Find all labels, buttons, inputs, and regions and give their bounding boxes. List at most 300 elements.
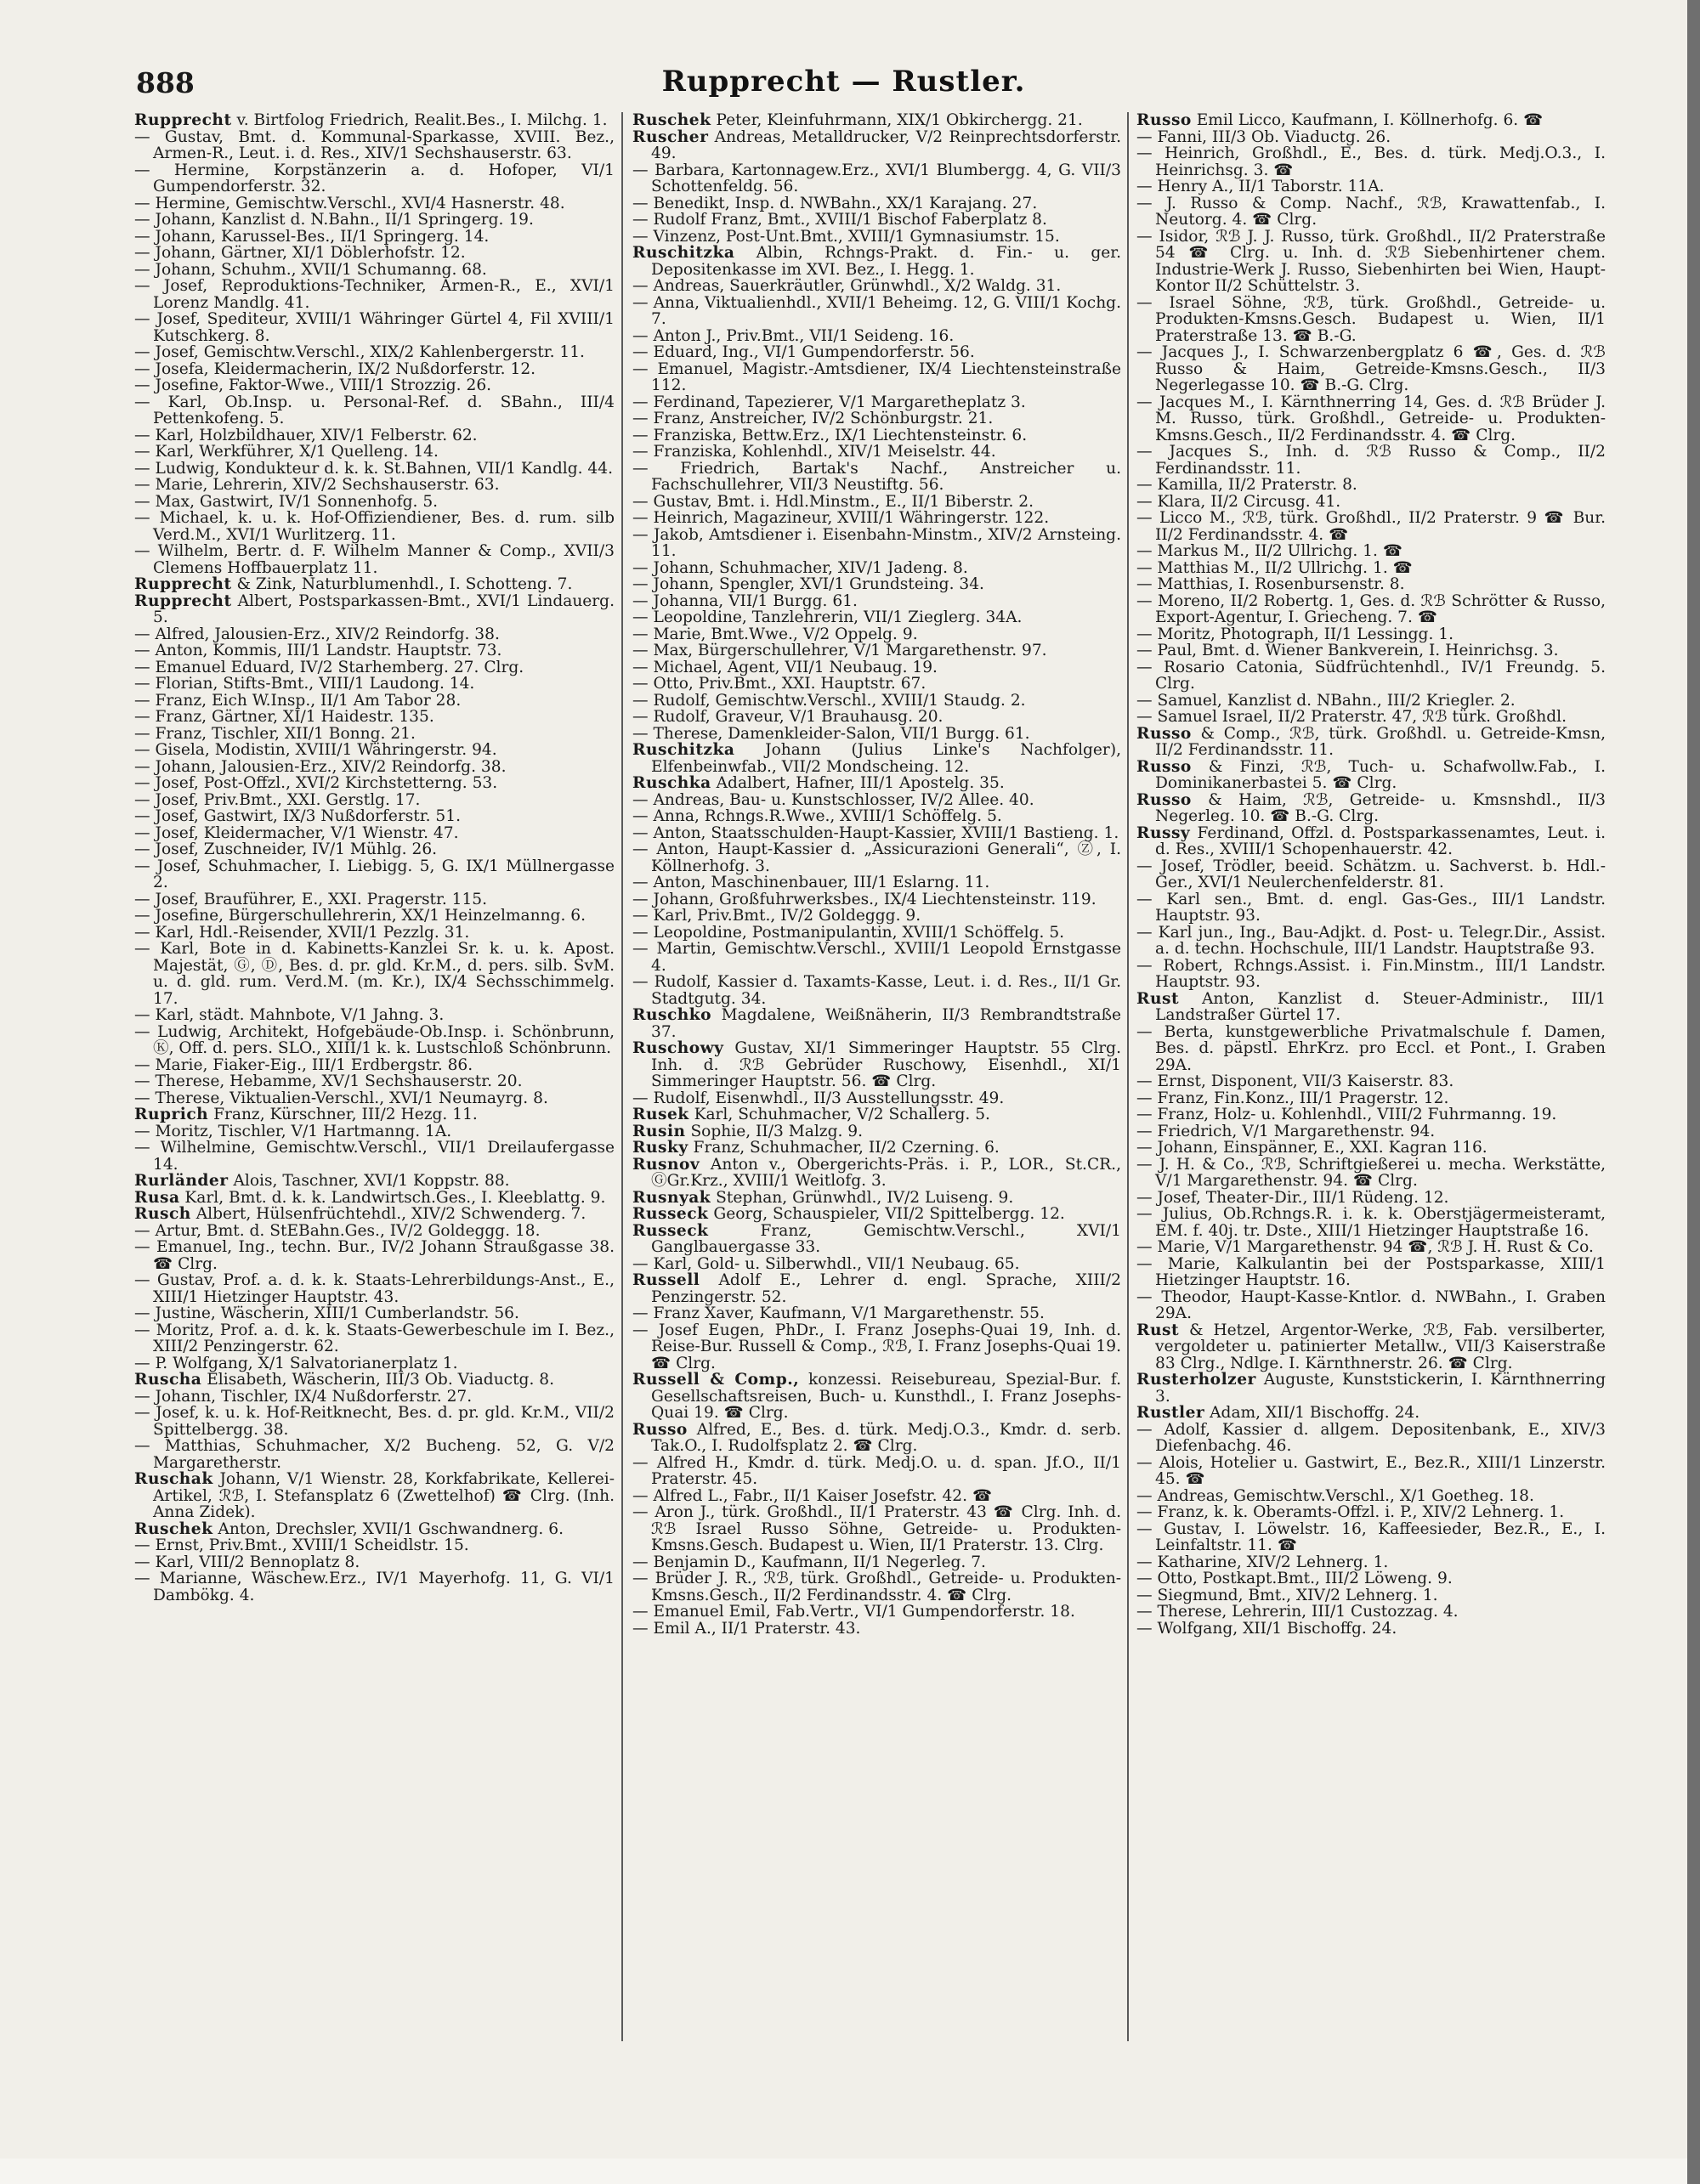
entry-surname: Russo [1136,111,1192,129]
directory-entry [632,1007,1121,1040]
directory-entry [1136,626,1606,643]
directory-entry [134,427,615,444]
directory-entry [134,444,615,461]
entry-text: — Andreas, Bau- u. Kunstschlosser, IV/2 Allee. 40. [632,790,1034,809]
directory-entry [1136,1488,1606,1505]
directory-entry [134,1570,615,1604]
entry-text: — Matthias, I. Rosenbursenstr. 8. [1136,575,1405,593]
entry-text: — Theodor, Haupt-Kasse-Kntlor. d. NWBahn., I. Graben 29A. [1136,1287,1606,1322]
directory-entry [134,775,615,792]
directory-entry [134,311,615,344]
directory-entry [1136,1604,1606,1621]
entry-text: — Rudolf Franz, Bmt., XVIII/1 Bischof Faberplatz 8. [632,211,1047,229]
directory-entry [632,891,1121,908]
entry-text: — Klara, II/2 Circusg. 41. [1136,492,1341,511]
directory-entry [134,1537,615,1554]
entry-text: — Marie, Lehrerin, XIV/2 Sechshauserstr. 63. [134,476,500,494]
entry-surname: Ruschak [134,1470,213,1488]
entry-text: — Franz Xaver, Kaufmann, V/1 Margarethenstr. 55. [632,1304,1045,1322]
directory-entry [134,941,615,1007]
entry-surname: Russell & Comp., [632,1371,800,1389]
entry-text: — Barbara, Kartonnagew.Erz., XVI/1 Blumbergg. 4, G. VII/3 Schottenfeldg. 56. [632,161,1121,195]
directory-entry [1136,659,1606,693]
entry-text: — Karl, Ob.Insp. u. Personal-Ref. d. SBahn., III/4 Pettenkofeng. 5. [134,393,615,427]
entry-text: Alfred, E., Bes. d. türk. Medj.O.3., Kmdr. d. serb. Tak.O., I. Rudolfsplatz 2. ☎ Clrg. [651,1420,1121,1455]
entry-text: — Alois, Hotelier u. Gastwirt, E., Bez.R., XIII/1 Linzerstr. 45. ☎ [1136,1453,1606,1488]
entry-text: — Anna, Viktualienhdl., XVII/1 Beheimg. 12, G. VIII/1 Kochg. 7. [632,293,1121,328]
entry-text: Franz, Schuhmacher, II/2 Czerning. 6. [688,1139,1000,1157]
entry-text: — Johann, Schuhm., XVII/1 Schumanng. 68. [134,260,487,279]
directory-entry [1136,1455,1606,1488]
entry-text: Georg, Schauspieler, VII/2 Spittelbergg. 12. [708,1205,1065,1223]
entry-text: — Siegmund, Bmt., XIV/2 Lehnerg. 1. [1136,1586,1438,1604]
entry-text: — Adolf, Kassier d. allgem. Depositenbank, E., XIV/3 Diefenbachg. 46. [1136,1420,1606,1455]
directory-entry [134,1272,615,1305]
directory-entry [1136,925,1606,958]
entry-text: — Friedrich, Bartak's Nachf., Anstreicher u. Fachschullehrer, VII/3 Neustiftg. 56. [632,459,1121,494]
directory-entry [134,1223,615,1240]
directory-entry [632,1488,1121,1505]
directory-entry [632,1206,1121,1223]
directory-entry [134,1057,615,1074]
entry-text: — Jacques M., I. Kärnthnerring 14, Ges. d. ℛℬ Brüder J. M. Russo, türk. Großhdl., Getreide- u. Produkten-Kmsns.Gesch., II/2 Ferdinandsstr. 4. ☎ Clrg. [1136,393,1606,444]
entry-surname: Rust [1136,1321,1180,1339]
directory-entry [1136,1372,1606,1405]
entry-text: — Justine, Wäscherin, XIII/1 Cumberlandstr. 56. [134,1304,519,1322]
entry-text: — Michael, k. u. k. Hof-Offiziendiener, Bes. d. rum. silb Verd.M., XVI/1 Wurlitzerg. 11. [134,509,615,544]
entry-text: — Emanuel Eduard, IV/2 Starhemberg. 27. Clrg. [134,658,524,676]
entry-text: Franz, Kürschner, III/2 Hezg. 11. [208,1106,478,1123]
directory-entry [1136,494,1606,511]
entry-text: konzessi. Reisebureau, Spezial-Bur. f. Gesellschaftsreisen, Buch- u. Kunsthdl., I. Franz Josephs-Quai 19. ☎ Clrg. [651,1371,1121,1422]
directory-entry [1136,1106,1606,1123]
directory-entry [1136,1157,1606,1190]
directory-entry [134,1239,615,1272]
entry-text: — Emil A., II/1 Praterstr. 43. [632,1619,861,1638]
entry-text: — Franz, Anstreicher, IV/2 Schönburgstr. 21. [632,410,994,427]
directory-entry [1136,129,1606,146]
entry-text: — Anna, Rchngs.R.Wwe., XVIII/1 Schöffelg. 5. [632,807,1002,825]
directory-entry [134,792,615,809]
directory-entry [134,925,615,942]
directory-entry [1136,759,1606,792]
entry-text: — Josef, Schuhmacher, I. Liebigg. 5, G. IX/1 Müllnergasse 2. [134,857,615,891]
directory-entry [134,394,615,427]
entry-text: Albert, Postsparkassen-Bmt., XVI/1 Lindauerg. 5. [153,591,615,626]
entry-text: — Gisela, Modistin, XVIII/1 Währingerstr. 94. [134,741,497,759]
directory-entry [632,1570,1121,1604]
entry-text: — Karl, Holzbildhauer, XIV/1 Felberstr. 62. [134,426,478,444]
entry-text: Peter, Kleinfuhrmann, XIX/1 Obkirchergg. 21. [711,111,1083,129]
entry-surname: Ruschek [632,111,711,129]
directory-entry [1136,642,1606,659]
entry-text: — Anton, Haupt-Kassier d. „Assicurazioni Generali“, Ⓩ, I. Köllnerhofg. 3. [632,840,1121,875]
directory-entry [1136,792,1606,825]
directory-entry [632,361,1121,394]
directory-entry [632,162,1121,195]
entry-text: — Kamilla, II/2 Praterstr. 8. [1136,476,1357,494]
entry-text: — Jacques S., Inh. d. ℛℬ Russo & Comp., II/2 Ferdinandsstr. 11. [1136,443,1606,478]
directory-entry [632,1604,1121,1621]
entry-surname: Rusky [632,1139,688,1157]
entry-text: — Katharine, XIV/2 Lehnerg. 1. [1136,1553,1389,1571]
entry-text: — Johann, Einspänner, E., XXI. Kagran 116. [1136,1139,1488,1157]
directory-entry [134,1173,615,1190]
entry-text: — Rudolf, Graveur, V/1 Brauhausg. 20. [632,708,944,726]
entry-text: — Johann, Tischler, IX/4 Nußdorferstr. 27. [134,1387,473,1406]
directory-entry [134,1123,615,1140]
entry-surname: Ruscher [632,127,709,146]
directory-entry [134,1024,615,1057]
directory-entry [632,1504,1121,1554]
entry-text: — Franziska, Bettw.Erz., IX/1 Liechtensteinstr. 6. [632,426,1028,444]
directory-entry [1136,991,1606,1024]
entry-text: Auguste, Kunststickerin, I. Kärnthnerring 3. [1155,1371,1606,1406]
directory-entry [134,642,615,659]
entry-text: — Karl sen., Bmt. d. engl. Gas-Ges., III/1 Landstr. Hauptstr. 93. [1136,890,1606,925]
entry-text: — Andreas, Gemischtw.Verschl., X/1 Goetheg. 18. [1136,1486,1534,1505]
directory-entry [632,676,1121,693]
directory-entry [1136,444,1606,477]
entry-text: Johann (Julius Linke's Nachfolger), Elfenbeinwfab., VII/2 Mondscheing. 12. [651,741,1121,776]
entry-text: Adam, XII/1 Bischoffg. 24. [1204,1404,1420,1422]
entry-text: — Anton J., Priv.Bmt., VII/1 Seideng. 16. [632,326,955,345]
directory-entry [1136,958,1606,991]
entry-text: — Karl, Gold- u. Silberwhdl., VII/1 Neubaug. 65. [632,1254,1020,1273]
entry-text: — Licco M., ℛℬ, türk. Großhdl., II/2 Praterstr. 9 ☎ Bur. II/2 Ferdinandsstr. 4. ☎ [1136,509,1606,544]
directory-entry [632,527,1121,560]
entry-text: Magdalene, Weißnäherin, II/3 Rembrandtstraße 37. [651,1006,1121,1041]
entry-surname: Rupprecht [134,591,232,610]
entry-text: — Gustav, Bmt. i. Hdl.Minstm., E., II/1 Biberstr. 2. [632,492,1034,511]
entry-text: — Emanuel, Ing., techn. Bur., IV/2 Johann Straußgasse 38. ☎ Clrg. [134,1238,615,1273]
entry-text: — Johann, Kanzlist d. N.Bahn., II/1 Springerg. 19. [134,211,534,229]
directory-entry [1136,1206,1606,1239]
entry-surname: Rurländer [134,1172,229,1190]
directory-entry [134,1521,615,1538]
directory-entry [134,858,615,891]
entry-text: — Gustav, Prof. a. d. k. k. Staats-Lehrerbildungs-Anst., E., XIII/1 Hietzinger Hauptstr. 43. [134,1271,615,1306]
entry-text: — Marie, V/1 Margarethenstr. 94 ☎, ℛℬ J. H. Rust & Co. [1136,1238,1594,1256]
entry-text: Elisabeth, Wäscherin, III/3 Ob. Viaductg. 8. [201,1371,555,1389]
entry-text: — Rudolf, Eisenwhdl., II/3 Ausstellungsstr. 49. [632,1089,1005,1107]
directory-entry [1136,693,1606,710]
entry-text: & Finzi, ℛℬ, Tuch- u. Schafwollw.Fab., I. Dominikanerbastei 5. ☎ Clrg. [1155,757,1606,792]
directory-entry [134,510,615,543]
entry-text: — Vinzenz, Post-Unt.Bmt., XVIII/1 Gymnasiumstr. 15. [632,227,1060,246]
directory-entry [134,262,615,279]
directory-entry [134,576,615,593]
directory-entry [632,1190,1121,1207]
entry-text: — Franziska, Kohlenhdl., XIV/1 Meiselstr. 44. [632,443,996,461]
entry-surname: Rusnyak [632,1188,711,1207]
directory-entry [632,195,1121,212]
entry-text: — Samuel Israel, II/2 Praterstr. 47, ℛℬ türk. Großhdl. [1136,708,1567,726]
entry-text: — Anton, Staatsschulden-Haupt-Kassier, XVIII/1 Bastieng. 1. [632,823,1119,842]
directory-entry [1136,1504,1606,1521]
entry-text: — Benjamin D., Kaufmann, II/1 Negerleg. 7. [632,1553,986,1571]
entry-text: — Henry A., II/1 Taborstr. 11A. [1136,178,1385,195]
directory-entry [632,1422,1121,1455]
directory-entry [1136,825,1606,858]
directory-entry [632,461,1121,494]
entry-text: — Karl, Hdl.-Reisender, XVII/1 Pezzlg. 31. [134,923,470,942]
directory-entry [632,874,1121,891]
directory-entry [632,808,1121,825]
entry-surname: Ruschko [632,1006,712,1024]
entry-text: v. Birtfolog Friedrich, Realit.Bes., I. Milchg. 1. [231,111,608,129]
entry-text: — Karl, Bote in d. Kabinetts-Kanzlei Sr. k. u. k. Apost. Majestät, Ⓖ, Ⓓ, Bes. d. pr. gld. Kr.M., d. pers. silb. SvM. u. d. gld. rum. Verd.M. (m. Kr.), IX/4 Sechsschimmelg. 17. [134,940,615,1008]
directory-entry [1136,1554,1606,1571]
directory-entry [632,726,1121,743]
directory-entry [134,1438,615,1471]
entry-surname: Rupprecht [134,575,232,593]
entry-text: — Isidor, ℛℬ J. J. Russo, türk. Großhdl., II/2 Praterstraße 54 ☎ Clrg. u. Inh. d. ℛℬ Siebenhirtener chem. Industrie-Werk J. Russo, Siebenhirten bei Wien, Haupt-Kontor II/2 Schüttelstr. 3. [1136,227,1606,295]
directory-entry [134,1305,615,1322]
directory-entry [632,1621,1121,1638]
entry-surname: Rupprecht [134,111,232,129]
entry-text: & Comp., ℛℬ, türk. Großhdl. u. Getreide-Kmsn, II/2 Ferdinandsstr. 11. [1155,724,1606,759]
entry-text: — Paul, Bmt. d. Wiener Bankverein, I. Heinrichsg. 3. [1136,642,1559,659]
directory-entry [1136,1570,1606,1587]
directory-entry [632,394,1121,411]
directory-entry [1136,1140,1606,1157]
entry-text: — Josefine, Faktor-Wwe., VIII/1 Strozzig. 26. [134,376,492,394]
column-1 [134,112,615,1604]
entry-surname: Russeck [632,1205,709,1223]
directory-entry [134,593,615,626]
directory-entry [1136,709,1606,726]
directory-entry [632,560,1121,577]
entry-text: & Zink, Naturblumenhdl., I. Schotteng. 7. [231,575,573,593]
entry-text: — Otto, Postkapt.Bmt., III/2 Löweng. 9. [1136,1570,1453,1587]
directory-entry [134,195,615,212]
entry-text: — Marie, Bmt.Wwe., V/2 Oppelg. 9. [632,625,918,643]
column-2 [632,112,1121,1637]
entry-text: — Ernst, Disponent, VII/3 Kaiserstr. 83. [1136,1072,1454,1090]
entry-text: — Franz, Eich W.Insp., II/1 Am Tabor 28. [134,691,462,710]
entry-text: — Marianne, Wäschew.Erz., IV/1 Mayerhofg. 11, G. VI/1 Dambökg. 4. [134,1570,615,1604]
entry-text: Gustav, XI/1 Simmeringer Hauptstr. 55 Clrg. Inh. d. ℛℬ Gebrüder Ruschowy, Eisenhdl., XI/1 Simmeringer Hauptstr. 56. ☎ Clrg. [651,1039,1121,1090]
directory-entry [1136,510,1606,543]
directory-entry [134,659,615,676]
directory-entry [632,129,1121,162]
entry-surname: Rusin [632,1122,686,1140]
directory-entry [134,1007,615,1024]
entry-text: Albert, Hülsenfrüchtehdl., XIV/2 Schwenderg. 7. [190,1205,586,1223]
directory-entry [632,278,1121,295]
directory-entry [134,825,615,842]
directory-entry [134,212,615,229]
directory-entry [134,477,615,494]
directory-entry [632,1256,1121,1273]
directory-entry [1136,1256,1606,1289]
entry-text: — Robert, Rchngs.Assist. i. Fin.Minstm., III/1 Landstr. Hauptstr. 93. [1136,956,1606,991]
entry-text: — Karl jun., Ing., Bau-Adjkt. d. Post- u. Telegr.Dir., Assist. a. d. techn. Hochschule, III/1 Landstr. Hauptstraße 93. [1136,923,1606,958]
directory-entry [632,1157,1121,1190]
entry-text: — Andreas, Sauerkräutler, Grünwhdl., X/2 Waldg. 31. [632,277,1062,295]
directory-entry [134,377,615,394]
entry-text: — Alfred H., Kmdr. d. türk. Medj.O. u. d. span. Jf.O., II/1 Praterstr. 45. [632,1453,1121,1488]
directory-entry [1136,543,1606,560]
entry-text: — Wilhelm, Bertr. d. F. Wilhelm Manner & Comp., XVII/3 Clemens Hoffbauerplatz 11. [134,542,615,577]
directory-entry [1136,1521,1606,1554]
directory-entry [1136,1322,1606,1372]
entry-text: — Friedrich, V/1 Margarethenstr. 94. [1136,1122,1436,1140]
entry-text: — Hermine, Gemischtw.Verschl., XVI/4 Hasnerstr. 48. [134,194,565,212]
entry-text: — Wilhelmine, Gemischtw.Verschl., VII/1 Dreilaufergasse 14. [134,1139,615,1174]
directory-entry [632,494,1121,511]
entry-text: — Michael, Agent, VII/1 Neubaug. 19. [632,658,938,676]
directory-entry [134,908,615,925]
entry-text: — Max, Gastwirt, IV/1 Sonnenhofg. 5. [134,492,439,511]
entry-text: — Moritz, Photograph, II/1 Lessingg. 1. [1136,625,1454,643]
entry-text: Anton v., Obergerichts-Präs. i. P., LOR., St.CR., ⒼGr.Krz., XVIII/1 Weitlofg. 3. [651,1155,1121,1190]
entry-text: — Hermine, Korpstänzerin a. d. Hofoper, VI/1 Gumpendorferstr. 32. [134,161,615,195]
entry-text: — Gustav, Bmt. d. Kommunal-Sparkasse, XVIII. Bez., Armen-R., Leut. i. d. Res., XIV/1 Sechshauserstr. 63. [134,127,615,162]
entry-text: — Josef, Zuschneider, IV/1 Mühlg. 26. [134,840,438,858]
entry-text: — Moritz, Prof. a. d. k. k. Staats-Gewerbeschule im I. Bez., XIII/2 Penzingerstr. 62. [134,1321,615,1355]
directory-entry [134,1389,615,1406]
entry-surname: Russo [1136,757,1192,776]
entry-text: Adolf E., Lehrer d. engl. Sprache, XIII/2 Penzingerstr. 52. [651,1271,1121,1306]
entry-text: — Brüder J. R., ℛℬ, türk. Großhdl., Getreide- u. Produkten-Kmsns.Gesch., II/2 Ferdinandsstr. 4. ☎ Clrg. [632,1570,1121,1604]
entry-surname: Ruschka [632,774,711,792]
directory-entry [1136,726,1606,759]
directory-entry [134,245,615,262]
directory-entry [134,1073,615,1090]
entry-text: Adalbert, Hafner, III/1 Apostelg. 35. [711,774,1005,792]
entry-text: — Josef, Theater-Dir., III/1 Rüdeng. 12. [1136,1188,1449,1207]
entry-text: Johann, V/1 Wienstr. 28, Korkfabrikate, Kellerei-Artikel, ℛℬ, I. Stefansplatz 6 (Zwettelhof) ☎ Clrg. (Inh. Anna Zidek). [153,1470,615,1521]
directory-entry [632,1272,1121,1305]
directory-entry [1136,1239,1606,1256]
directory-entry [134,808,615,825]
entry-surname: Ruscha [134,1371,202,1389]
entry-text: — Benedikt, Insp. d. NWBahn., XX/1 Karajang. 27. [632,194,1038,212]
entry-text: — Franz, Tischler, XII/1 Bonng. 21. [134,724,416,743]
entry-text: — Josef, Reproduktions-Techniker, Armen-R., E., XVI/1 Lorenz Mandlg. 41. [134,277,615,312]
entry-text: — Wolfgang, XII/1 Bischoffg. 24. [1136,1619,1397,1638]
directory-entry [134,1471,615,1521]
entry-text: — Therese, Viktualien-Verschl., XVI/1 Neumayrg. 8. [134,1089,548,1107]
directory-entry [632,1305,1121,1322]
directory-entry [134,709,615,726]
entry-text: — Ferdinand, Tapezierer, V/1 Margaretheplatz 3. [632,393,1026,411]
directory-entry [134,1355,615,1372]
directory-entry [1136,195,1606,229]
entry-surname: Rusek [632,1106,689,1123]
entry-text: — Johann, Gärtner, XI/1 Döblerhofstr. 12. [134,244,466,262]
directory-entry [632,112,1121,129]
directory-entry [632,941,1121,974]
entry-surname: Rustler [1136,1404,1205,1422]
entry-text: — Johann, Großfuhrwerksbes., IX/4 Liechtensteinstr. 119. [632,890,1096,908]
entry-text: — Matthias, Schuhmacher, X/2 Bucheng. 52, G. V/2 Margaretherstr. [134,1437,615,1472]
directory-entry [632,659,1121,676]
entry-surname: Ruschek [134,1519,213,1538]
directory-entry [134,1090,615,1107]
directory-entry [1136,1190,1606,1207]
directory-entry [1136,178,1606,195]
entry-text: — Josef Eugen, PhDr., I. Franz Josephs-Quai 19, Inh. d. Reise-Bur. Russell & Comp., ℛℬ, I. Franz Josephs-Quai 19. ☎ Clrg. [632,1321,1121,1372]
directory-entry [1136,1587,1606,1604]
entry-text: — Emanuel Emil, Fab.Vertr., VI/1 Gumpendorferstr. 18. [632,1603,1075,1621]
entry-text: & Haim, ℛℬ, Getreide- u. Kmsnshdl., II/3 Negerleg. 10. ☎ B.-G. Clrg. [1155,790,1606,825]
entry-text: — Josefa, Kleidermacherin, IX/2 Nußdorferstr. 12. [134,359,536,378]
directory-entry [1136,477,1606,494]
entry-text: — Franz, k. k. Oberamts-Offzl. i. P., XIV/2 Lehnerg. 1. [1136,1503,1565,1521]
entry-text: — Johanna, VII/1 Burgg. 61. [632,591,858,610]
entry-text: — Leopoldine, Tanzlehrerin, VII/1 Zieglerg. 34A. [632,608,1023,626]
entry-text: — P. Wolfgang, X/1 Salvatorianerplatz 1. [134,1354,458,1372]
directory-entry [134,626,615,643]
entry-surname: Ruprich [134,1106,209,1123]
directory-entry [632,841,1121,874]
directory-entry [134,543,615,576]
entry-text: — Johann, Schuhmacher, XIV/1 Jadeng. 8. [632,558,968,577]
directory-entry [134,676,615,693]
entry-text: — Josef, Spediteur, XVIII/1 Währinger Gürtel 4, Fil XVIII/1 Kutschkerg. 8. [134,310,615,345]
directory-entry [632,825,1121,842]
directory-entry [632,1090,1121,1107]
entry-text: — Rudolf, Kassier d. Taxamts-Kasse, Leut. i. d. Res., II/1 Gr. Stadtgutg. 34. [632,973,1121,1008]
directory-entry [632,792,1121,809]
entry-text: Karl, Schuhmacher, V/2 Schallerg. 5. [688,1106,990,1123]
directory-entry [632,344,1121,361]
directory-entry [632,1106,1121,1123]
entry-text: — Josef, Brauführer, E., XXI. Pragerstr. 115. [134,890,488,908]
directory-entry [134,1405,615,1438]
directory-entry [134,1372,615,1389]
entry-text: — Karl, VIII/2 Bennoplatz 8. [134,1553,360,1571]
entry-surname: Rusnov [632,1155,700,1174]
entry-text: — Josef, Priv.Bmt., XXI. Gerstlg. 17. [134,790,421,809]
entry-text: — Leopoldine, Postmanipulantin, XVIII/1 Schöffelg. 5. [632,923,1065,942]
directory-entry [134,361,615,378]
directory-entry [632,626,1121,643]
entry-text: — Franz, Fin.Konz., III/1 Pragerstr. 12. [1136,1089,1449,1107]
entry-text: — Samuel, Kanzlist d. NBahn., III/2 Kriegler. 2. [1136,691,1516,710]
entry-surname: Ruschitzka [632,741,735,759]
directory-entry [632,295,1121,328]
directory-entry [632,1322,1121,1372]
directory-entry [1136,1073,1606,1090]
directory-entry [632,212,1121,229]
entry-text: — Florian, Stifts-Bmt., VIII/1 Laudong. 14. [134,675,475,693]
entry-text: — Josef, Kleidermacher, V/1 Wienstr. 47. [134,823,459,842]
entry-surname: Rusch [134,1205,191,1223]
entry-text: — Josef, Post-Offzl., XVI/2 Kirchstetterng. 53. [134,774,498,792]
entry-surname: Russell [632,1271,700,1289]
directory-entry [632,410,1121,427]
directory-entry [1136,1405,1606,1422]
entry-text: — Johann, Spengler, XVI/1 Grundsteing. 34. [632,575,984,593]
entry-text: — J. H. & Co., ℛℬ, Schriftgießerei u. mecha. Werkstätte, V/1 Margarethenstr. 94. ☎ Clrg. [1136,1155,1606,1190]
entry-surname: Rusa [134,1188,180,1207]
directory-entry [134,891,615,908]
entry-text: — Heinrich, Magazineur, XVIII/1 Währingerstr. 122. [632,509,1050,527]
entry-text: — Karl, Werkführer, X/1 Quelleng. 14. [134,443,439,461]
entry-text: — Johann, Karussel-Bes., II/1 Springerg. 14. [134,227,490,246]
directory-entry [134,1106,615,1123]
entry-text: Emil Licco, Kaufmann, I. Köllnerhofg. 6. ☎ [1191,111,1544,129]
column-divider [621,112,623,2041]
directory-entry [1136,145,1606,178]
directory-entry [134,1554,615,1571]
entry-text: — Marie, Fiaker-Eig., III/1 Erdbergstr. 86. [134,1055,473,1074]
entry-text: — Artur, Bmt. d. StEBahn.Ges., IV/2 Goldeggg. 18. [134,1221,541,1240]
